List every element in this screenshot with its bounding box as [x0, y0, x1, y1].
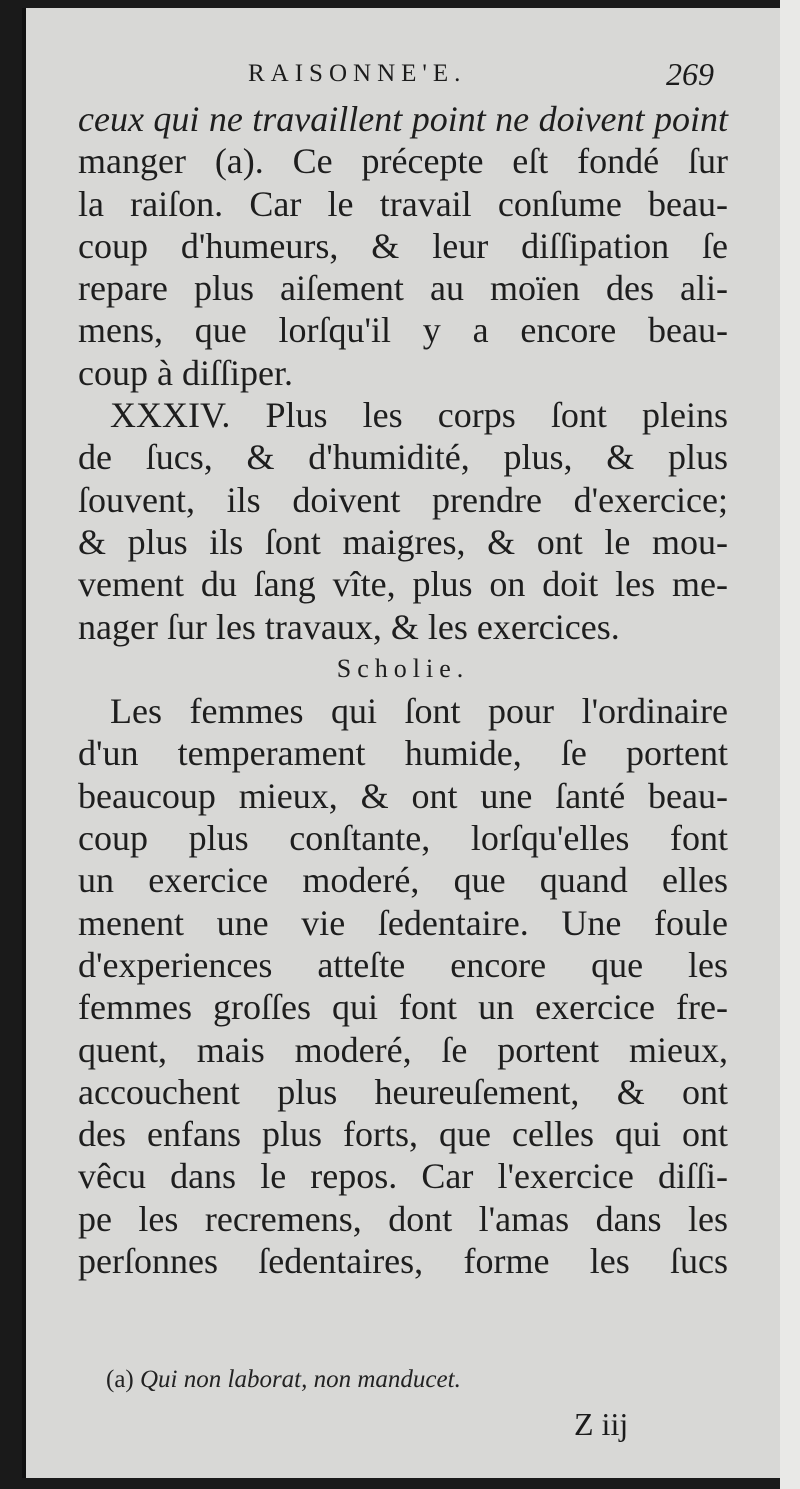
text-line: ſouvent, ils doivent prendre d'exercice; [78, 479, 728, 520]
text-line: nager ſur les travaux, & les exercices. [78, 606, 620, 647]
text-line: vêcu dans le repos. Car l'exercice diſſi- [78, 1156, 728, 1197]
running-head-title: RAISONNE'E. [248, 60, 467, 87]
text-line: Les femmes qui ſont pour l'ordinaire [110, 691, 728, 732]
body-text [78, 98, 728, 1282]
text-line: coup à diſſiper. [78, 352, 293, 393]
text-line: un exercice moderé, que quand elles [78, 860, 728, 901]
text-line: coup plus conſtante, lorſqu'elles font [78, 818, 728, 859]
text-line: d'experiences atteſte encore que les [78, 944, 728, 985]
text-line: ceux qui ne travaillent point ne doivent point [78, 99, 728, 139]
text-line: & plus ils ſont maigres, & ont le mou- [78, 521, 728, 562]
text-line: femmes groſſes qui font un exercice fre- [78, 987, 728, 1028]
text-line: d'un temperament humide, ſe portent [78, 733, 728, 774]
text-line: quent, mais moderé, ſe portent mieux, [78, 1029, 728, 1070]
running-head [26, 56, 784, 96]
footnote [106, 1366, 461, 1394]
book-page [22, 8, 784, 1478]
text-line: repare plus aiſement au moïen des ali- [78, 268, 728, 309]
text-line: perſonnes ſedentaires, forme les ſucs [78, 1241, 728, 1282]
page-number: 269 [666, 56, 714, 92]
text-line: accouchent plus heureuſement, & ont [78, 1071, 728, 1112]
text-line: pe les recremens, dont l'amas dans les [78, 1198, 728, 1239]
text-line: la raiſon. Car le travail conſume beau- [78, 183, 728, 224]
scholie-heading: Scholie. [336, 653, 470, 683]
text-line: des enfans plus forts, que celles qui ont [78, 1114, 728, 1155]
text-line: mens, que lorſqu'il y a encore beau- [78, 310, 728, 351]
text-line: manger (a). Ce précepte eſt fondé ſur [78, 141, 728, 182]
section-heading-line: XXXIV. Plus les corps ſont pleins [110, 395, 728, 436]
page-edge [780, 0, 800, 1489]
text-line: de ſucs, & d'humidité, plus, & plus [78, 437, 728, 478]
signature-mark: Z iij [574, 1406, 629, 1442]
text-line: coup d'humeurs, & leur diſſipation ſe [78, 225, 728, 266]
text-line: menent une vie ſedentaire. Une foule [78, 902, 728, 943]
text-line: vement du ſang vîte, plus on doit les me- [78, 564, 728, 605]
text-line: beaucoup mieux, & ont une ſanté beau- [78, 775, 728, 816]
footnote-mark: (a) [106, 1366, 134, 1393]
footnote-text: Qui non laborat, non manducet. [140, 1366, 461, 1393]
